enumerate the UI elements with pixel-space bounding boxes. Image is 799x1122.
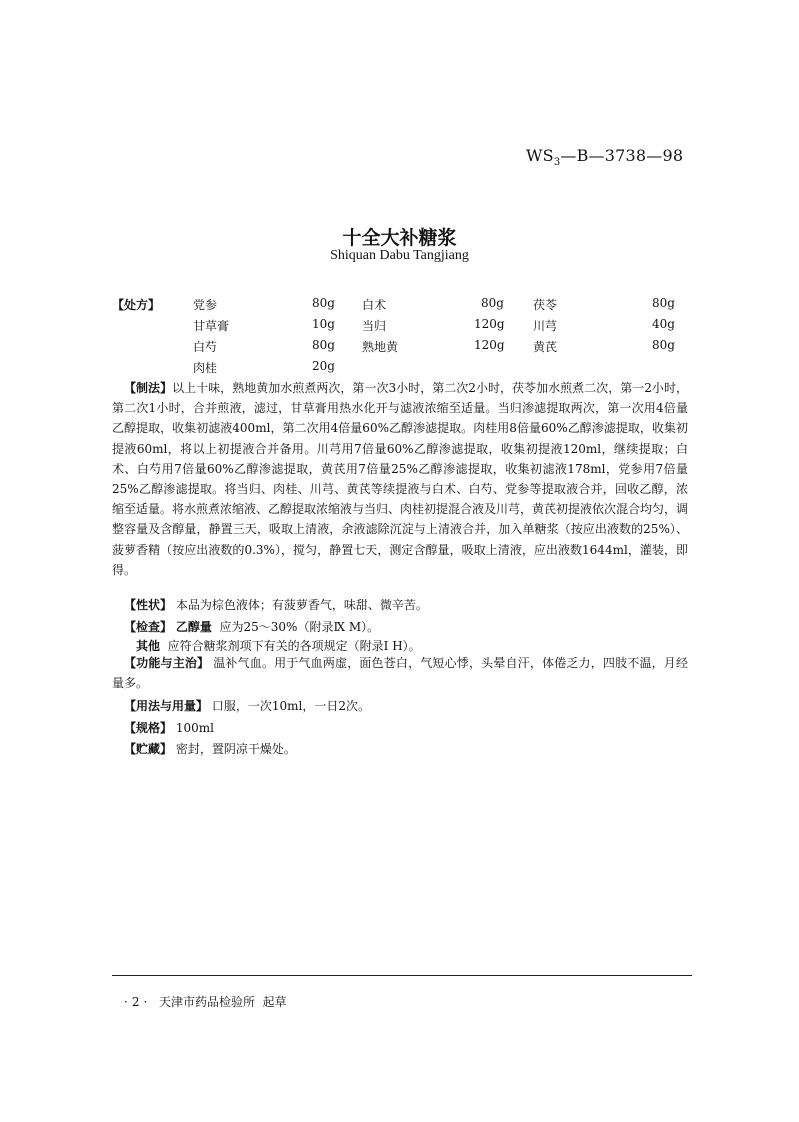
- ingredient-name: 白芍: [193, 340, 218, 354]
- bullet-dot: ·: [143, 995, 148, 1009]
- ingredient-amount: 80g: [652, 338, 675, 352]
- storage-section: [124, 740, 296, 757]
- prescription-row: [0, 317, 799, 335]
- code-prefix: WS: [526, 146, 554, 165]
- ingredient-amount: 80g: [312, 296, 335, 310]
- others-label: 其他: [136, 639, 161, 653]
- prescription-row: [0, 359, 799, 377]
- document-subtitle: Shiquan Dabu Tangjiang: [330, 248, 469, 263]
- inspection-text: 应为25～30%（附录Ⅸ M）。: [219, 620, 380, 634]
- ingredient-name: 白术: [362, 298, 387, 312]
- prescription-label: 【处方】: [112, 298, 161, 312]
- prescription-row: [0, 338, 799, 356]
- specification-section: [124, 719, 214, 736]
- method-label: 【制法】: [124, 381, 173, 395]
- ingredient-amount: 120g: [474, 317, 505, 331]
- ingredient-name: 甘草膏: [193, 319, 230, 333]
- standard-code: [526, 146, 683, 168]
- drafting-institute: 天津市药品检验所: [158, 995, 255, 1009]
- usage-section: [124, 697, 370, 714]
- bullet-dot: ·: [124, 995, 128, 1009]
- indications-section: [112, 653, 688, 693]
- others-section: [136, 637, 421, 654]
- ingredient-amount: 80g: [312, 338, 335, 352]
- others-text: 应符合糖浆剂项下有关的各项规定（附录Ⅰ H）。: [167, 639, 421, 653]
- page-footer: [120, 993, 287, 1010]
- page-number: 2: [131, 995, 140, 1009]
- storage-label: 【贮藏】: [124, 742, 173, 756]
- prescription-row: [0, 296, 799, 314]
- ingredient-name: 茯苓: [533, 298, 558, 312]
- properties-section: [124, 596, 428, 613]
- inspection-item: 乙醇量: [175, 620, 212, 634]
- ingredient-amount: 10g: [312, 317, 335, 331]
- ingredient-name: 当归: [362, 319, 387, 333]
- usage-label: 【用法与用量】: [124, 699, 209, 713]
- usage-text: 口服，一次10ml，一日2次。: [211, 699, 370, 713]
- code-subscript: 3: [553, 157, 561, 169]
- footer-divider: [112, 975, 692, 976]
- ingredient-amount: 80g: [481, 296, 504, 310]
- storage-text: 密封，置阴凉干燥处。: [175, 742, 296, 756]
- code-suffix: —B—3738—98: [560, 146, 684, 165]
- inspection-label: 【检查】: [124, 620, 173, 634]
- drafting-action: 起草: [262, 995, 287, 1009]
- indications-text: 温补气血。用于气血两虚，面色苍白，气短心悸，头晕自汗，体倦乏力，四肢不温，月经量多。: [112, 656, 688, 691]
- method-text: 以上十味，熟地黄加水煎煮两次，第一次3小时，第二次2小时，茯苓加水煎煮二次，第一2小时，第二次1小时，合并煎液，滤过，甘草膏用热水化开与滤液浓缩至适量。当归渗滤提取两次，第一次用4倍量乙醇提取，收集初滤液400ml，第二次用4倍量60%乙醇渗滤提取。肉桂用8倍量60%乙醇渗滤提取，收集初提液60ml，将以上初提液合并备用。川芎用7倍量60%乙醇渗滤提取，收集初提液120ml，继续提取；白术、白芍用7倍量60%乙醇渗滤提取，黄芪用7倍量25%乙醇渗滤提取，收集初滤液178ml，党参用7倍量25%乙醇渗滤提取。将当归、肉桂、川芎、黄芪等续提液与白术、白芍、党参等提取液合并，回收乙醇，浓缩至适量。将水煎煮浓缩液、乙醇提取浓缩液与当归、肉桂初提混合液及川芎，黄芪初提液依次混合均匀，调整容量及含醇量，静置三天，吸取上清液，余液滤除沉淀与上清液合并，加入单糖浆（按应出液数的25%）、菠萝香精（按应出液数的0.3%），搅匀，静置七天，测定含醇量，吸取上清液，应出液数1644ml，灌装，即得。: [112, 381, 689, 577]
- ingredient-name: 肉桂: [193, 361, 218, 375]
- ingredient-name: 熟地黄: [362, 340, 399, 354]
- document-title: 十全大补糖浆: [342, 227, 457, 249]
- method-section: [112, 378, 688, 580]
- properties-label: 【性状】: [124, 598, 173, 612]
- ingredient-name: 川芎: [533, 319, 558, 333]
- properties-text: 本品为棕色液体；有菠萝香气，味甜、微辛苦。: [175, 598, 428, 612]
- indications-label: 【功能与主治】: [124, 656, 210, 670]
- ingredient-name: 黄芪: [533, 340, 558, 354]
- inspection-section: [124, 618, 379, 635]
- ingredient-name: 党参: [193, 298, 218, 312]
- ingredient-amount: 40g: [652, 317, 675, 331]
- ingredient-amount: 120g: [474, 338, 505, 352]
- ingredient-amount: 80g: [652, 296, 675, 310]
- specification-text: 100ml: [175, 721, 214, 735]
- specification-label: 【规格】: [124, 721, 173, 735]
- ingredient-amount: 20g: [312, 359, 335, 373]
